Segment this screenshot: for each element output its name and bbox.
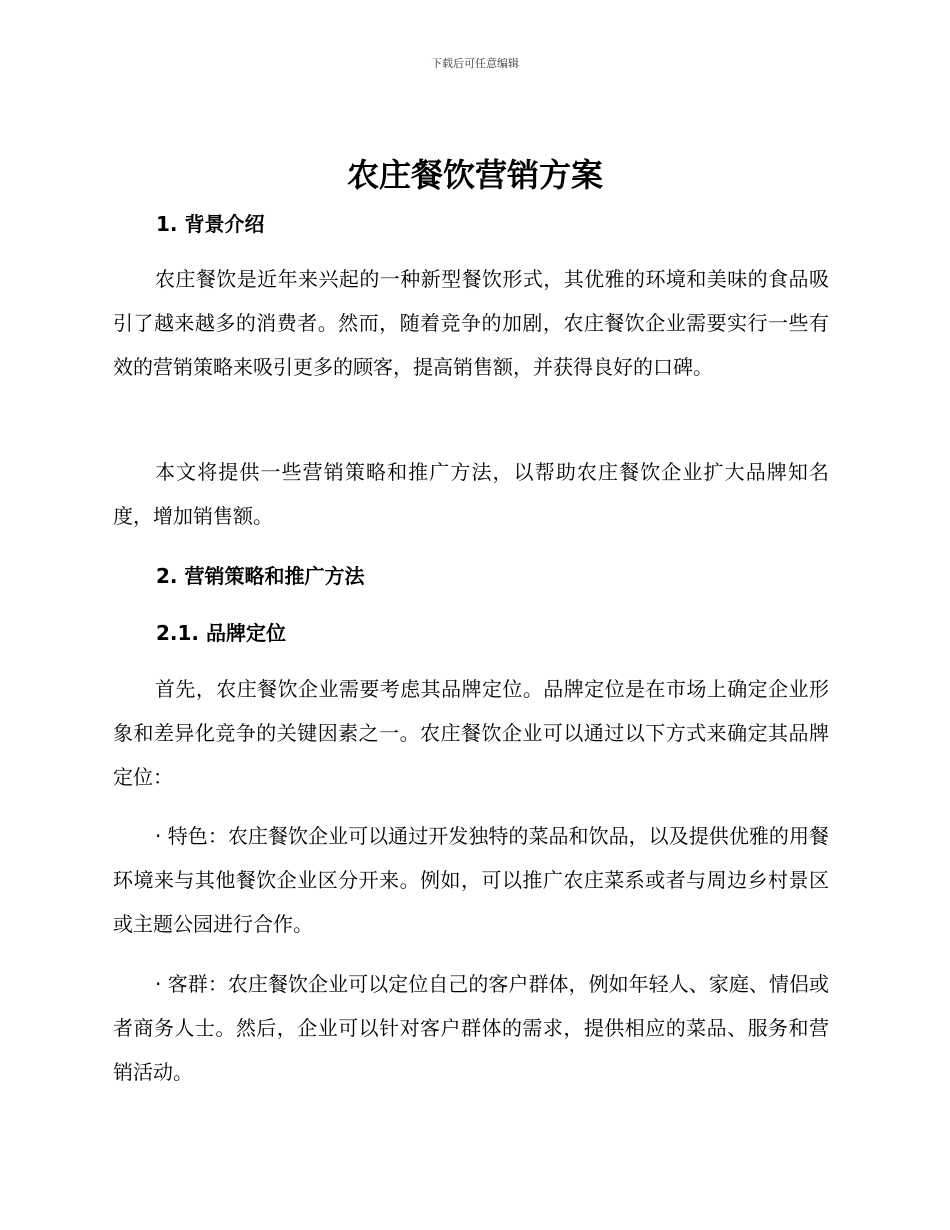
list-item-customer: · 客群：农庄餐饮企业可以定位自己的客户群体，例如年轻人、家庭、情侣或者商务人士。然后，企业可以针对客户群体的需求，提供相应的菜品、服务和营销活动。 <box>113 972 829 1084</box>
paragraph-background-1: 农庄餐饮是近年来兴起的一种新型餐饮形式，其优雅的环境和美味的食品吸引了越来越多的消费者。然而，随着竞争的加剧，农庄餐饮企业需要实行一些有效的营销策略来吸引更多的顾客，提高销售额，并获得良好的口碑。 <box>113 267 829 379</box>
document-title: 农庄餐饮营销方案 <box>346 156 603 194</box>
list-item-feature: · 特色：农庄餐饮企业可以通过开发独特的菜品和饮品，以及提供优雅的用餐环境来与其他餐饮企业区分开来。例如，可以推广农庄菜系或者与周边乡村景区或主题公园进行合作。 <box>113 824 829 936</box>
section-heading-background: 1. 背景介绍 <box>156 212 265 236</box>
page-header-note: 下载后可任意编辑 <box>431 57 519 70</box>
section-heading-strategy: 2. 营销策略和推广方法 <box>156 564 365 588</box>
paragraph-background-2: 本文将提供一些营销策略和推广方法，以帮助农庄餐饮企业扩大品牌知名度，增加销售额。 <box>113 460 829 528</box>
paragraph-brand-intro: 首先，农庄餐饮企业需要考虑其品牌定位。品牌定位是在市场上确定企业形象和差异化竞争的关键因素之一。农庄餐饮企业可以通过以下方式来确定其品牌定位： <box>113 677 829 789</box>
subsection-heading-brand: 2.1. 品牌定位 <box>156 621 286 645</box>
